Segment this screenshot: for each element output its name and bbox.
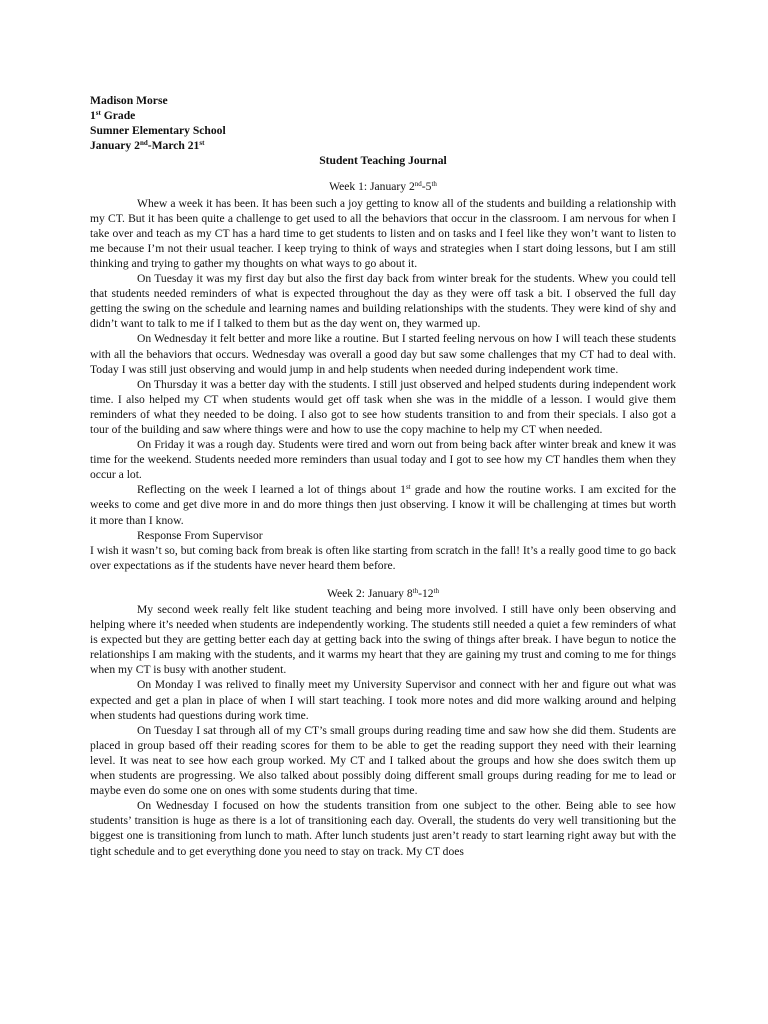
- journal-paragraph: On Friday it was a rough day. Students were tired and worn out from being back after winter break and knew it was time for the weekend. Students needed more reminders than usual today and I got to see how my CT handles them when they occur a lot.: [90, 438, 676, 482]
- journal-paragraph: Whew a week it has been. It has been such a joy getting to know all of the students and building a relationship with my CT. But it has been quite a challenge to get used to all the behaviors that occur in the classroom. I am nervous for when I take over and teach as my CT has a hard time to get students to listen and on tasks and I feel like they won’t want to listen to me because I’m not their usual teacher. I keep trying to think of ways and strategies when I start doing lessons, but I am still thinking and trying to gather my thoughts on what ways to go about it.: [90, 196, 676, 270]
- journal-paragraph: On Tuesday I sat through all of my CT’s small groups during reading time and saw how she did them. Students are placed in group based off their reading scores for them to be able to get the reading support they need with their learning level. It was neat to see how each group worked. My CT and I talked about the groups and how she does switch them up when students are progressing. We also talked about possibly doing different small groups during reading for me to lead or maybe even do some one on ones with some students during that time.: [90, 723, 676, 798]
- week-2-heading-text: Week 2: January 8: [326, 586, 413, 600]
- grade-ordinal: st: [95, 109, 101, 118]
- date-range: [90, 138, 676, 153]
- date-end: -March 21: [147, 139, 200, 153]
- week-2-ordinal-2: th: [433, 586, 440, 595]
- reflection-text-start: Reflecting on the week I learned a lot of things about 1: [137, 483, 406, 497]
- journal-paragraph: On Tuesday it was my first day but also the first day back from winter break for the students. Whew you could tell that students needed reminders of what is expected throughout the day as they were off task a bit. I observed the full day getting the swing on the schedule and learning names and building relationships with the students. They were kind of shy and didn’t want to talk to me if I talked to them but as the day went on, they warmed up.: [90, 272, 676, 331]
- journal-title: Student Teaching Journal: [319, 154, 447, 168]
- date-end-ordinal: st: [199, 139, 205, 148]
- supervisor-response-heading: Response From Supervisor: [137, 528, 263, 542]
- week-1-heading-end: -5: [421, 180, 432, 194]
- supervisor-response-text: I wish it wasn’t so, but coming back from break is often like starting from scratch in the fall! It’s a really good time to go back over expectations as if the students have never heard them before.: [90, 543, 676, 572]
- week-2-ordinal-1: th: [412, 586, 419, 595]
- week-1-heading-text: Week 1: January 2: [329, 180, 415, 194]
- date-start: January 2: [90, 139, 140, 153]
- author-header: [90, 93, 676, 153]
- journal-paragraph: On Wednesday I focused on how the students transition from one subject to the other. Being able to see how students’ transition is huge as there is a lot of transitioning each day. Overall, the students do very well transitioning but the biggest one is transitioning from lunch to math. After lunch students just aren’t ready to start learning right away but with the tight schedule and to get everything done you need to stay on track. My CT does: [90, 799, 676, 858]
- week-2-heading: [90, 586, 676, 601]
- author-name: Madison Morse: [90, 94, 168, 107]
- school-name: Sumner Elementary School: [90, 124, 226, 138]
- reflection-text-end: grade and how the routine works. I am excited for the weeks to come and get dive more in and do more things then just observing. I know it will be challenging at times but worth it more than I know.: [90, 483, 676, 527]
- week-1-ordinal-2: th: [431, 180, 437, 189]
- journal-content: [90, 93, 676, 859]
- journal-paragraph: My second week really felt like student teaching and being more involved. I still have only been observing and helping where it’s needed when students are independently working. The students still needed a quiet a few reminders of what is expected but they are getting better each day at getting back into the swing of things after break. I have begun to notice the relationships I am making with the students, and it warms my heart that they are gaining my trust and coming to me for things when my CT is busy with another student.: [90, 603, 676, 677]
- reflection-paragraph: [90, 482, 676, 527]
- grade-word: Grade: [100, 109, 136, 123]
- week-2-heading-end: -12: [418, 586, 434, 600]
- reflection-ordinal: st: [405, 483, 411, 492]
- week-1-heading: [90, 179, 676, 194]
- journal-paragraph: On Wednesday it felt better and more like a routine. But I started feeling nervous on how I will teach these students with all the behaviors that occurs. Wednesday was overall a good day but saw some challenges that my CT had to deal with. Today I was still just observing and would jump in and help students when needed during independent work time.: [90, 332, 676, 376]
- grade-number: 1: [90, 109, 96, 123]
- week-2-section: [90, 586, 676, 859]
- date-start-ordinal: nd: [139, 139, 148, 148]
- grade-line: [90, 108, 676, 123]
- journal-paragraph: On Monday I was relived to finally meet my University Supervisor and connect with her and figure out what was expected and get a plan in place of when I will start teaching. I took more notes and did more walking around and helping when students had questions during work time.: [90, 678, 676, 722]
- week-1-section: [90, 179, 676, 572]
- week-1-ordinal-1: nd: [414, 180, 422, 189]
- journal-paragraph: On Thursday it was a better day with the students. I still just observed and helped students during independent work time. I also helped my CT when students would get off task when she was in the middle of a lesson. I would give them reminders of what they needed to be doing. I also got to see how students transition to and from their specials. I also got a tour of the building and saw where things were and how to use the copy machine to help my CT when needed.: [90, 377, 676, 436]
